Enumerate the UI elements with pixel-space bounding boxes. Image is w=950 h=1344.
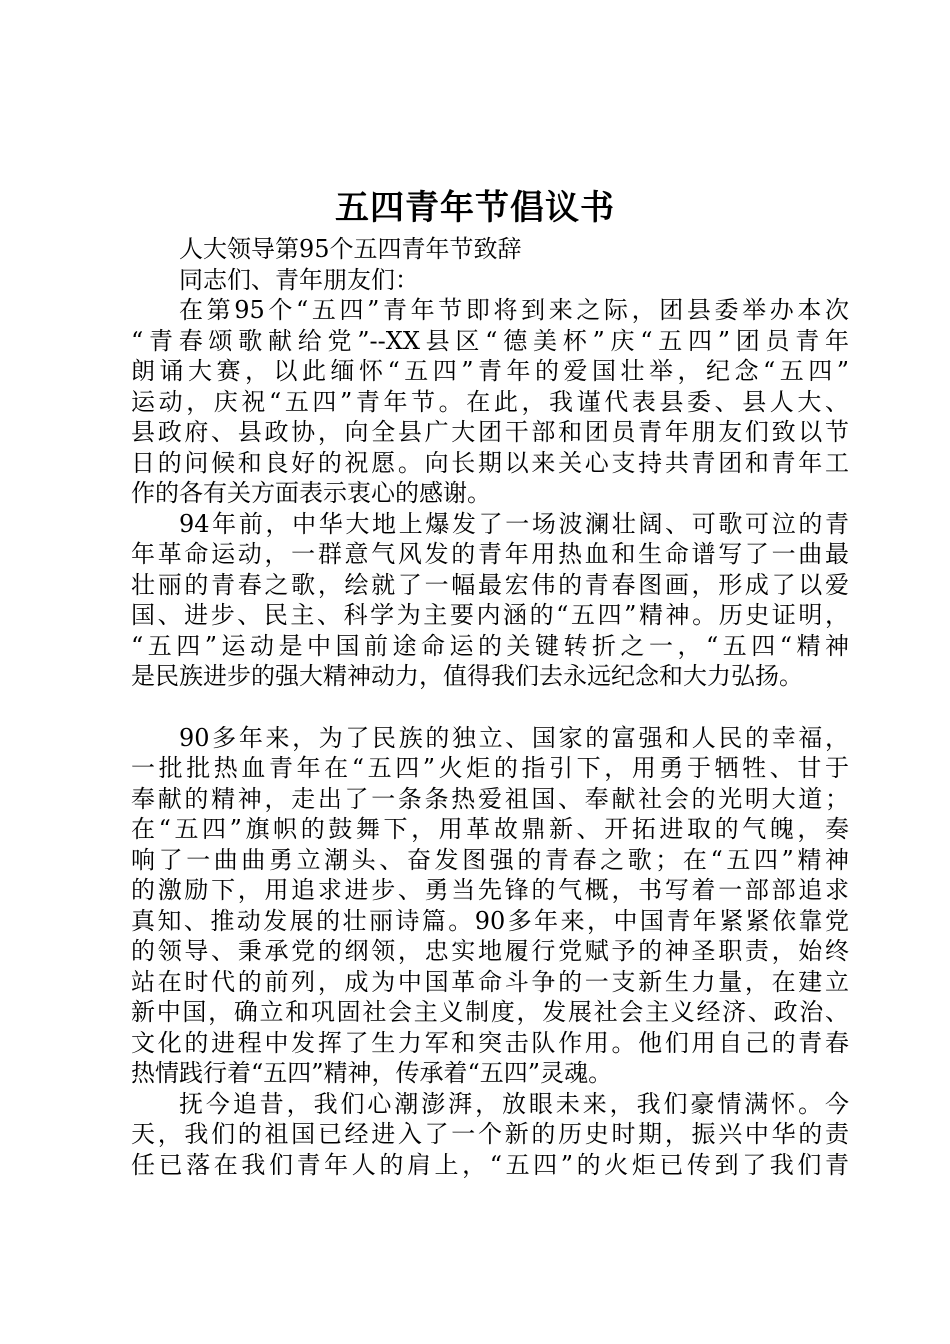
paragraph-2-line-5: “五四”运动是中国前途命运的关键转折之一，“五四“精神 — [131, 631, 849, 660]
paragraph-3-line-7: 真知、推动发展的壮丽诗篇。90多年来，中国青年紧紧依靠党 — [131, 906, 849, 935]
paragraph-3-line-11: 文化的进程中发挥了生力军和突击队作用。他们用自己的青春 — [131, 1028, 849, 1057]
paragraph-2-line-4: 国、进步、民主、科学为主要内涵的“五四”精神。历史证明， — [131, 601, 849, 629]
paragraph-2-line-3: 壮丽的青春之歌，绘就了一幅最宏伟的青春图画，形成了以爱 — [131, 570, 849, 599]
document-title: 五四青年节倡议书 — [335, 188, 615, 228]
paragraph-4-line-1: 抚今追昔，我们心潮澎湃，放眼未来，我们豪情满怀。今 — [179, 1089, 849, 1118]
paragraph-3-line-6: 的激励下，用追求进步、勇当先锋的气概，书写着一部部追求 — [131, 876, 849, 904]
paragraph-1-line-2: “青春颂歌献给党”--XX县区“德美杯”庆“五四”团员青年 — [131, 326, 849, 355]
document-body — [131, 234, 849, 1180]
paragraph-2-line-2: 年革命运动，一群意气风发的青年用热血和生命谱写了一曲最 — [131, 540, 849, 568]
paragraph-1-line-4: 运动，庆祝“五四”青年节。在此，我谨代表县委、县人大、 — [131, 387, 849, 416]
paragraph-spacer — [131, 692, 849, 723]
subtitle-line: 人大领导第95个五四青年节致辞 — [179, 235, 522, 263]
paragraph-1-line-5: 县政府、县政协，向全县广大团干部和团员青年朋友们致以节 — [131, 418, 849, 446]
salutation-line: 同志们、青年朋友们： — [179, 265, 419, 294]
paragraph-3-line-2: 一批批热血青年在“五四”火炬的指引下，用勇于牺牲、甘于 — [131, 754, 849, 782]
paragraph-3-line-5: 响了一曲曲勇立潮头、奋发图强的青春之歌；在“五四”精神 — [131, 845, 849, 874]
paragraph-1-line-1: 在第95个“五四”青年节即将到来之际，团县委举办本次 — [179, 296, 849, 324]
paragraph-1-line-6: 日的问候和良好的祝愿。向长期以来关心支持共青团和青年工 — [131, 448, 849, 477]
paragraph-3-line-8: 的领导、秉承党的纲领，忠实地履行党赋予的神圣职责，始终 — [131, 937, 849, 965]
paragraph-1-line-7: 作的各有关方面表示衷心的感谢。 — [131, 479, 491, 507]
paragraph-3-line-1: 90多年来，为了民族的独立、国家的富强和人民的幸福， — [179, 723, 849, 752]
paragraph-3-line-9: 站在时代的前列，成为中国革命斗争的一支新生力量，在建立 — [131, 967, 849, 996]
paragraph-2-line-1: 94年前，中华大地上爆发了一场波澜壮阔、可歌可泣的青 — [179, 509, 849, 538]
paragraph-3-line-10: 新中国，确立和巩固社会主义制度，发展社会主义经济、政治、 — [131, 998, 849, 1026]
paragraph-1-line-3: 朗诵大赛，以此缅怀“五四”青年的爱国壮举，纪念“五四” — [131, 357, 849, 385]
paragraph-3-line-3: 奉献的精神，走出了一条条热爱祖国、奉献社会的光明大道； — [131, 784, 849, 813]
paragraph-3-line-4: 在“五四”旗帜的鼓舞下，用革故鼎新、开拓进取的气魄，奏 — [131, 815, 849, 843]
paragraph-2-line-6: 是民族进步的强大精神动力，值得我们去永远纪念和大力弘扬。 — [131, 662, 803, 690]
paragraph-4-line-3: 任已落在我们青年人的肩上，“五四”的火炬已传到了我们青 — [131, 1150, 849, 1179]
paragraph-3-line-12: 热情践行着“五四”精神，传承着“五四”灵魂。 — [131, 1059, 613, 1087]
paragraph-4-line-2: 天，我们的祖国已经进入了一个新的历史时期，振兴中华的责 — [131, 1120, 849, 1148]
